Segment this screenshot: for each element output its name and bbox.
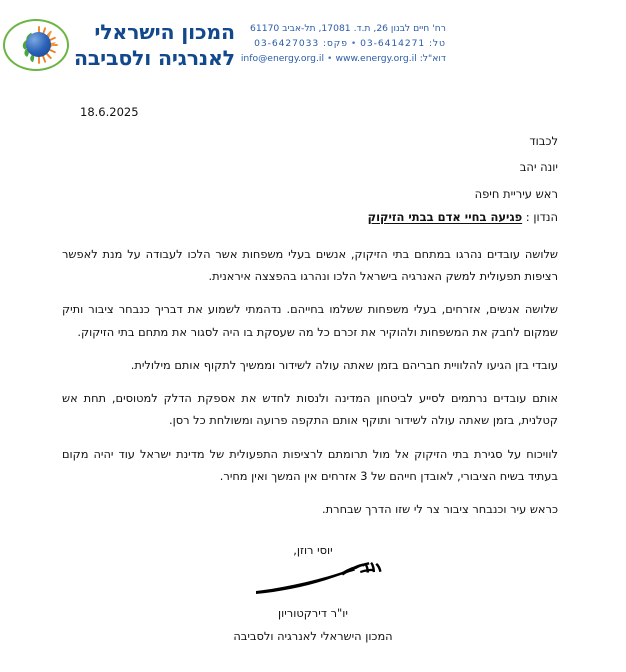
subject-label: הנדון : (525, 210, 558, 224)
body-paragraph: עובדי בזן הגיעו להלוויית חבריהם בזמן שאתה עולה לשידור וממשיך לתקוף אותם מילולית. (130, 357, 558, 372)
addressee-salutation: לכבוד (529, 134, 558, 148)
contact-web-line (241, 52, 446, 67)
brand-block (0, 8, 235, 78)
contact-address: רח' חיים לבנון 26, ת.ד. 17081, תל-אביב 61170 (250, 23, 446, 34)
letter-date: 18.6.2025 (80, 105, 139, 119)
contact-phone-line (241, 37, 446, 52)
signer-name: יוסי רוזן, (293, 543, 333, 557)
fax-label: פקס: (322, 37, 348, 49)
body-paragraph: אותם עובדים נרתמים לסייע לביטחון המדינה ולנסות לחדש את אספקת הדלק למטוסים, תחת אש קטלנית, בזמן שאתה עולה לשידור ותוקף אותם התקפה פרועה ומשולחת כל רסן. (62, 391, 558, 428)
contact-separator-2: • (327, 52, 333, 64)
subject-line (68, 210, 558, 224)
contact-separator-1: • (350, 37, 358, 49)
signature-block (68, 543, 558, 648)
organization-name (74, 21, 235, 70)
globe-icon (26, 32, 51, 57)
body-paragraph: שלושה אנשים, אזרחים, בעלי משפחות ששלמו בחייהם. נדהמתי לשמוע את דבריך כנבחר ציבור ותיק שמקום לחבק את המשפחות ולהוקיר את זכרם כל מה שעסקת בו היה לסגור את מתחם בתי הזיקוק. (62, 302, 558, 339)
email-link[interactable]: info@energy.org.il (240, 52, 325, 64)
subject-value: פגיעה בחיי אדם בבתי הזיקוק (367, 210, 523, 224)
sun-globe-leaves-logo-icon (0, 12, 72, 78)
fax-number: 03-6427033 (254, 37, 320, 49)
organization-name-line2: לאנרגיה ולסביבה (74, 45, 235, 70)
contact-details (241, 22, 446, 67)
addressee-title: ראש עיריית חיפה (474, 186, 558, 201)
signer-title: יו"ר דירקטוריון (278, 606, 348, 620)
letter-body (62, 243, 558, 531)
addressee-name: יונה יהב (519, 160, 558, 175)
website-link[interactable]: www.energy.org.il (335, 52, 417, 64)
body-paragraph: שלושה עובדים נהרגו במתחם בתי הזיקוק, אנשים בעלי משפחות אשר הלכו לעבודה על מנת לאפשר רציפות תפעולית למשק האנרגיה בישראל הלכו ונהרגו בהפצצה איראנית. (62, 247, 558, 284)
body-paragraph: כראש עיר וכנבחר ציבור צר לי שזו הדרך שבחרת. (322, 502, 558, 517)
signer-title-block (68, 602, 558, 648)
letterhead (0, 8, 626, 86)
signer-organization: המכון הישראלי לאנרגיה ולסביבה (233, 628, 393, 643)
handwritten-signature-icon (238, 561, 388, 597)
phone-number: 03-6414271 (360, 37, 426, 49)
phone-label: טל: (428, 37, 446, 49)
organization-name-line1: המכון הישראלי (94, 19, 235, 44)
addressee-block (475, 128, 558, 207)
body-paragraph: לוויכוח על סגירת בתי הזיקוק אל מול תרומתם לרציפות התפעולית של מדינת ישראל עוד יהיה מקום בעתיד בשיח הציבורי, לאובדן חייהם של 3 אזרחים אין המשך ואין מחיר. (62, 446, 558, 483)
email-label: דוא"ל: (419, 52, 446, 64)
